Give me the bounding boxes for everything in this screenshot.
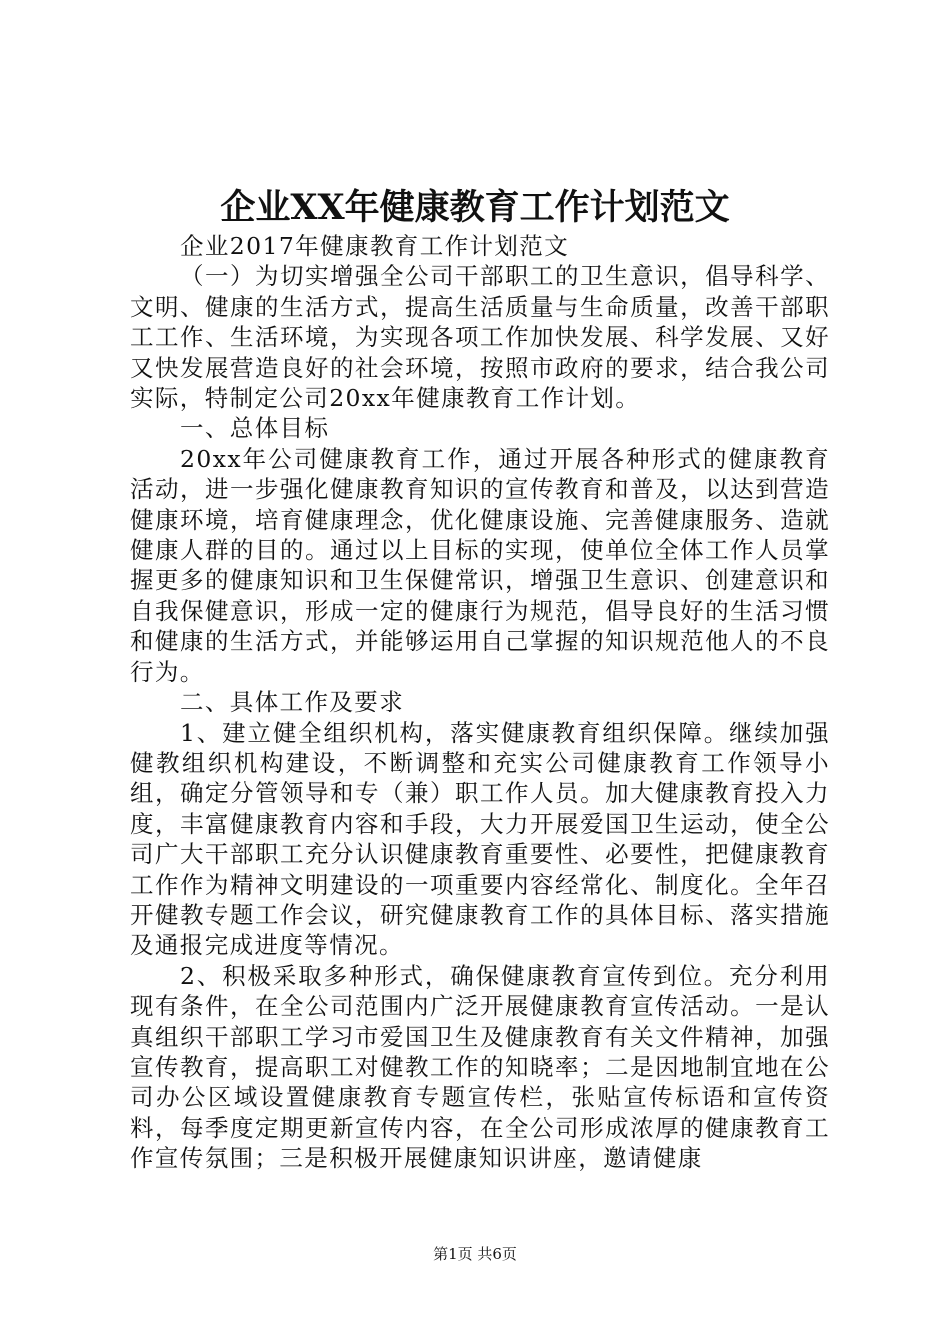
paragraph-item-1: 1、建立健全组织机构，落实健康教育组织保障。继续加强健教组织机构建设，不断调整和充实公司健康教育工作领导小组，确定分管领导和专（兼）职工作人员。加大健康教育投入力度，丰富健康教育内容和手段，大力开展爱国卫生运动，使全公司广大干部职工充分认识健康教育重要性、必要性，把健康教育工作作为精神文明建设的一项重要内容经常化、制度化。全年召开健教专题工作会议，研究健康教育工作的具体目标、落实措施及通报完成进度等情况。 <box>130 718 830 960</box>
paragraph-item-2: 2、积极采取多种形式，确保健康教育宣传到位。充分利用现有条件，在全公司范围内广泛开展健康教育宣传活动。一是认真组织干部职工学习市爱国卫生及健康教育有关文件精神，加强宣传教育，提高职工对健教工作的知晓率；二是因地制宜地在公司办公区域设置健康教育专题宣传栏，张贴宣传标语和宣传资料，每季度定期更新宣传内容，在全公司形成浓厚的健康教育工作宣传氛围；三是积极开展健康知识讲座，邀请健康 <box>130 961 830 1173</box>
paragraph-intro: （一）为切实增强全公司干部职工的卫生意识，倡导科学、文明、健康的生活方式，提高生活质量与生命质量，改善干部职工工作、生活环境，为实现各项工作加快发展、科学发展、又好又快发展营造良好的社会环境，按照市政府的要求，结合我公司实际，特制定公司20xx年健康教育工作计划。 <box>130 262 830 413</box>
document-body <box>130 231 830 1174</box>
paragraph-overall-goal: 20xx年公司健康教育工作，通过开展各种形式的健康教育活动，进一步强化健康教育知识的宣传教育和普及，以达到营造健康环境，培育健康理念，优化健康设施、完善健康服务、造就健康人群的目的。通过以上目标的实现，使单位全体工作人员掌握更多的健康知识和卫生保健常识，增强卫生意识、创建意识和自我保健意识，形成一定的健康行为规范，倡导良好的生活习惯和健康的生活方式，并能够运用自己掌握的知识规范他人的不良行为。 <box>130 444 830 686</box>
section-heading-specific-work: 二、具体工作及要求 <box>180 688 405 717</box>
document-title: 企业XX年健康教育工作计划范文 <box>220 187 730 228</box>
page-footer: 第1页 共6页 <box>433 1245 517 1263</box>
paragraph-subtitle: 企业2017年健康教育工作计划范文 <box>180 232 570 260</box>
section-heading-overall-goal: 一、总体目标 <box>180 414 330 443</box>
